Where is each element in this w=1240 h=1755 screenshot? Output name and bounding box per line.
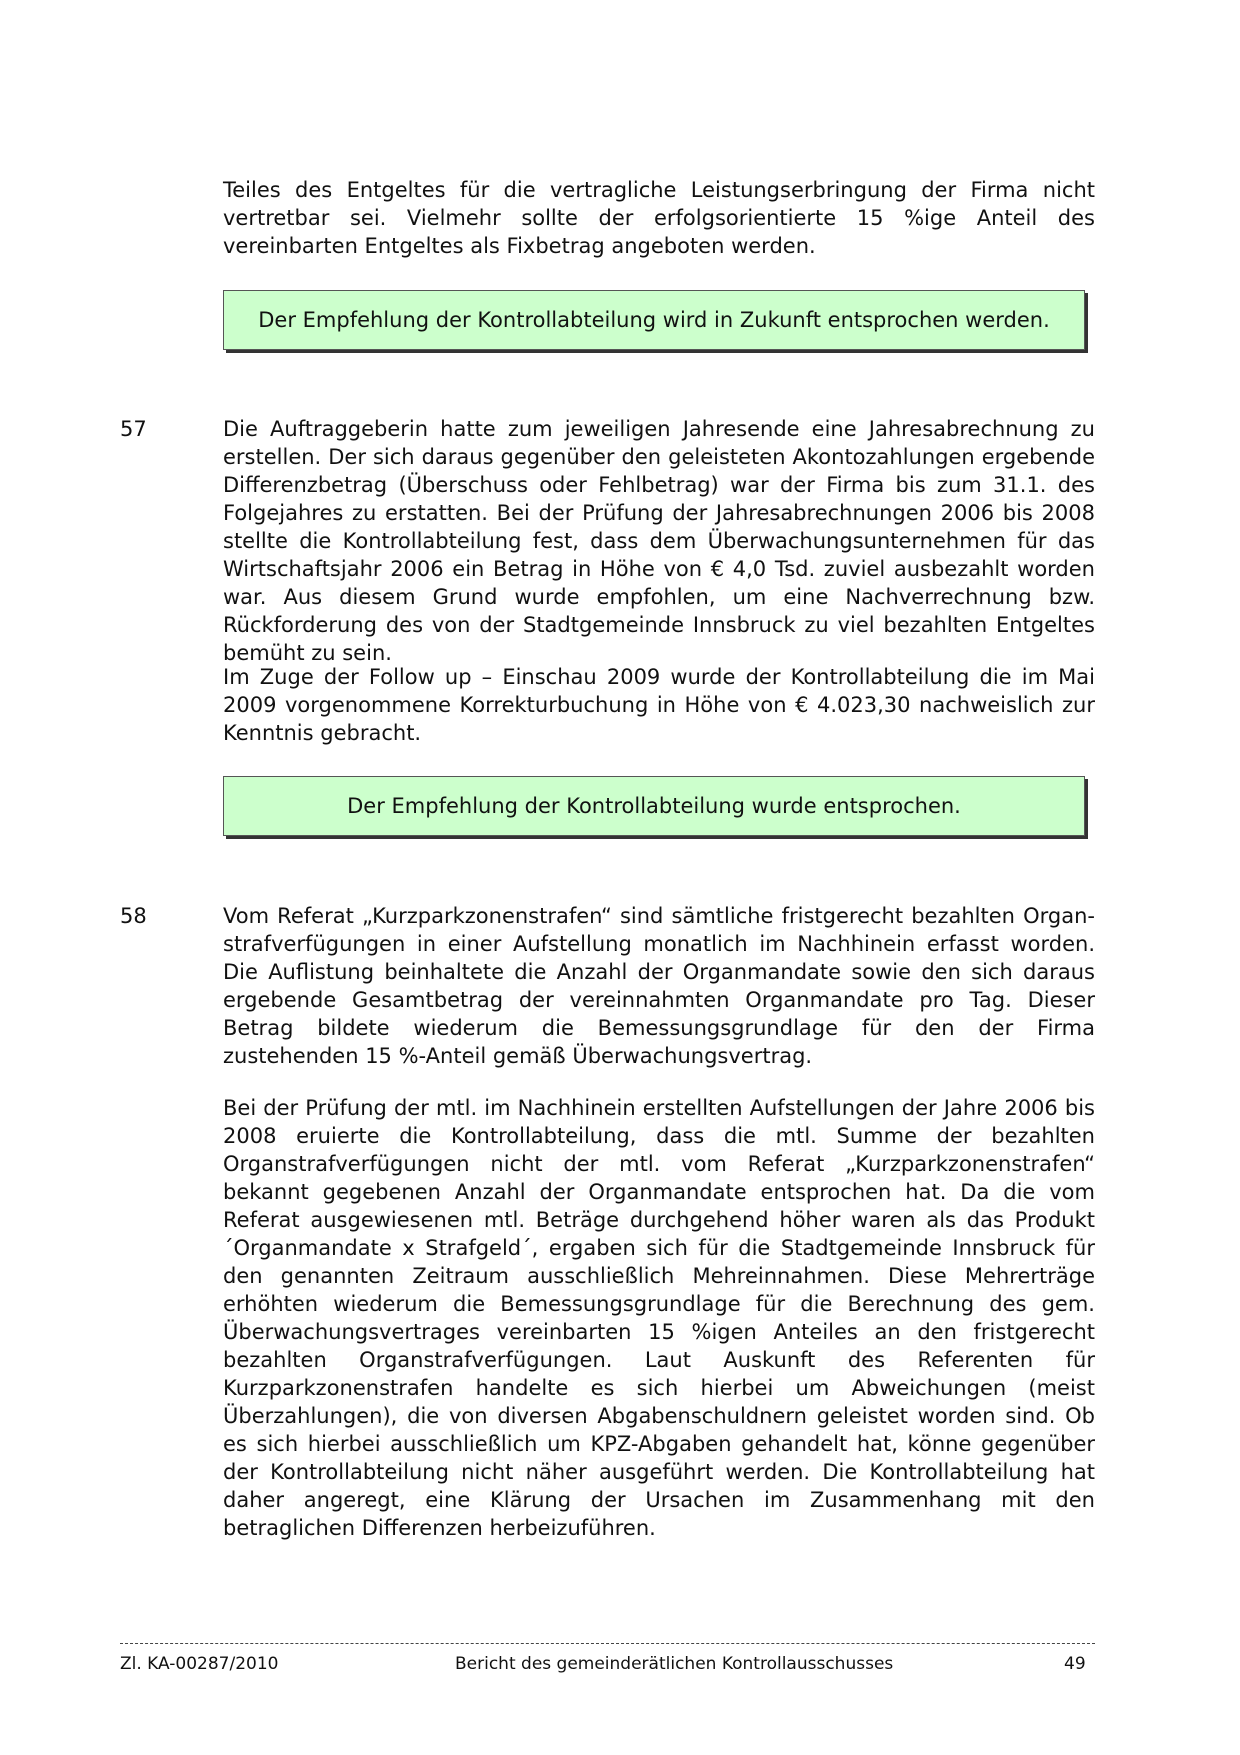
recommendation-box-future [223, 290, 1085, 350]
footer-divider [120, 1643, 1095, 1644]
footer-reference: Zl. KA-00287/2010 [120, 1654, 279, 1674]
paragraph-57-b: Im Zuge der Follow up – Einschau 2009 wurde der Kontrollabteilung die im Mai 2009 vorgenommene Korrekturbuchung in Höhe von € 4.023,30 nachweislich zur Kenntnis gebracht. [223, 665, 1095, 745]
section-number-58: 58 [120, 904, 147, 928]
paragraph-intro: Teiles des Entgeltes für die vertragliche Leistungserbringung der Firma nicht vertretbar sei. Vielmehr sollte der erfolgsorientierte 15 %ige Anteil des vereinbarten Entgeltes als Fixbetrag angeboten werden. [223, 178, 1095, 258]
section-number-57: 57 [120, 417, 147, 441]
paragraph-57-a: Die Auftraggeberin hatte zum jeweiligen Jahresende eine Jahresabrechnung zu erstellen. Der sich daraus gegenüber den geleisteten Akontozahlungen ergebende Differenzbetrag (Überschuss oder Fehlbetrag) war der Firma bis zum 31.1. des Folgejahres zu erstatten. Bei der Prüfung der Jahresabrechnungen 2006 bis 2008 stellte die Kontrollabteilung fest, dass dem Überwachungsunternehmen für das Wirtschaftsjahr 2006 ein Betrag in Höhe von € 4,0 Tsd. zuviel ausbezahlt worden war. Aus diesem Grund wurde empfohlen, um eine Nachverrechnung bzw. Rückforderung des von der Stadtgemeinde Innsbruck zu viel bezahlten Entgeltes bemüht zu sein. [223, 417, 1095, 665]
footer-report-title: Bericht des gemeinderätlichen Kontrollausschusses [455, 1654, 894, 1674]
page-number: 49 [1064, 1654, 1086, 1674]
paragraph-58-a: Vom Referat „Kurzparkzonenstrafen“ sind sämtliche fristgerecht bezahlten Organstrafverfügungen in einer Aufstellung monatlich im Nachhinein erfasst worden. Die Auflistung beinhaltete die Anzahl der Organmandate sowie den sich daraus ergebende Gesamtbetrag der vereinnahmten Organmandate pro Tag. Dieser Betrag bildete wiederum die Bemessungsgrundlage für den der Firma zustehenden 15 %-Anteil gemäß Überwachungsvertrag. [223, 904, 1095, 1068]
recommendation-box-fulfilled [223, 776, 1085, 836]
paragraph-58-b: Bei der Prüfung der mtl. im Nachhinein erstellten Aufstellungen der Jahre 2006 bis 2008 eruierte die Kontrollabteilung, dass die mtl. Summe der bezahlten Organstrafverfügungen nicht der mtl. vom Referat „Kurzparkzonenstrafen“ bekannt gegebenen Anzahl der Organmandate entsprochen hat. Da die vom Referat ausgewiesenen mtl. Beträge durchgehend höher waren als das Produkt ´Organmandate x Strafgeld´, ergaben sich für die Stadtgemeinde Innsbruck für den genannten Zeitraum ausschließlich Mehreinnahmen. Diese Mehrerträge erhöhten wiederum die Bemessungsgrundlage für die Berechnung des gem. Überwachungsvertrages vereinbarten 15 %igen Anteiles an den fristgerecht bezahlten Organstrafverfügungen. Laut Auskunft des Referenten für Kurzparkzonenstrafen handelte es sich hierbei um Abweichungen (meist Überzahlungen), die von diversen Abgabenschuldnern geleistet worden sind. Ob es sich hierbei ausschließlich um KPZ-Abgaben gehandelt hat, könne gegenüber der Kontrollabteilung nicht näher ausgeführt werden. Die Kontrollabteilung hat daher angeregt, eine Klärung der Ursachen im Zusammenhang mit den betraglichen Differenzen herbeizuführen. [223, 1096, 1095, 1540]
recommendation-text: Der Empfehlung der Kontrollabteilung wird in Zukunft entsprochen werden. [258, 308, 1050, 332]
recommendation-text: Der Empfehlung der Kontrollabteilung wurde entsprochen. [347, 794, 961, 818]
